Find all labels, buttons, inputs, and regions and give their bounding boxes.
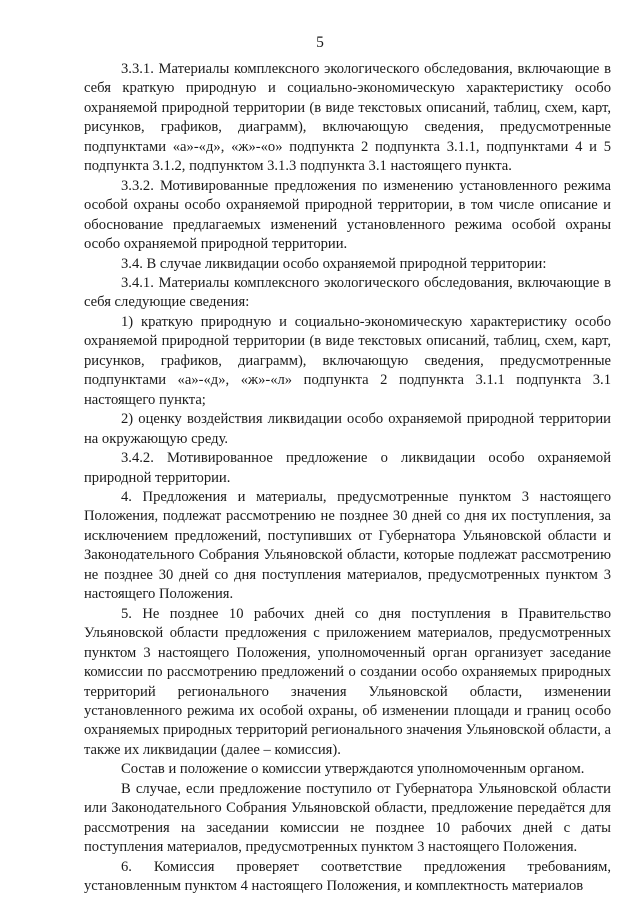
paragraph-3-4: 3.4. В случае ликвидации особо охраняемой природной территории: xyxy=(121,255,547,272)
paragraph-3-3-1: 3.3.1. Материалы комплексного экологического обследования, включающие в себя краткую природную и социально-экономическую характеристику особо охраняемой природной территории (в виде текстовых описаний, таблиц, схем, карт, рисунков, графиков, диаграмм), включающую сведения, предусмотренные подпунктами «а»-«д», «ж»-«о» подпункта 2 подпункта 3.1.1, подпунктами 4 и 5 подпункта 3.1.2, подпунктом 3.1.3 подпункта 3.1 настоящего пункта. xyxy=(84,61,611,175)
paragraph-item-1: 1) краткую природную и социально-экономическую характеристику особо охраняемой природной территории (в виде текстовых описаний, таблиц, схем, карт, рисунков, графиков, диаграмм), включающую сведения, предусмотренные подпунктами «а»-«д», «ж»-«л» подпункта 2 подпункта 3.1.1 подпункта 3.1 настоящего пункта; xyxy=(84,313,611,408)
paragraph-3-3-2: 3.3.2. Мотивированные предложения по изменению установленного режима особой охраны особо охраняемой природной территории, в том числе описание и обоснование предлагаемых изменений установленного режима особой охраны особо охраняемой природной территории. xyxy=(84,177,611,253)
paragraph-6: 6. Комиссия проверяет соответствие предложения требованиям, установленным пунктом 4 настоящего Положения, и комплектность материалов xyxy=(84,858,611,895)
paragraph-commission-composition: Состав и положение о комиссии утверждаются уполномоченным органом. xyxy=(121,761,585,778)
paragraph-5: 5. Не позднее 10 рабочих дней со дня поступления в Правительство Ульяновской области предложения с приложением материалов, предусмотренных пунктом 3 настоящего Положения, уполномоченный орган организует заседание комиссии по рассмотрению предложений о создании особо охраняемых природных территорий регионального значения Ульяновской области, изменении установленного режима их особой охраны, об изменении площади и границ особо охраняемых природных территорий регионального значения Ульяновской области, а также их ликвидации (далее – комиссия). xyxy=(84,605,611,758)
document-body xyxy=(84,60,611,896)
paragraph-item-2: 2) оценку воздействия ликвидации особо охраняемой природной территории на окружающую среду. xyxy=(84,411,611,447)
paragraph-3-4-2: 3.4.2. Мотивированное предложение о ликвидации особо охраняемой природной территории. xyxy=(84,450,611,486)
paragraph-3-4-1: 3.4.1. Материалы комплексного экологического обследования, включающие в себя следующие сведения: xyxy=(84,274,611,311)
page-number: 5 xyxy=(316,34,324,51)
paragraph-governor-proposal: В случае, если предложение поступило от Губернатора Ульяновской области или Законодательного Собрания Ульяновской области, предложение передаётся для рассмотрения на заседании комиссии не позднее 10 рабочих дней с даты поступления материалов, предусмотренных пунктом 3 настоящего Положения. xyxy=(84,780,611,856)
paragraph-4: 4. Предложения и материалы, предусмотренные пунктом 3 настоящего Положения, подлежат рассмотрению не позднее 30 дней со дня их поступления, за исключением предложений, поступивших от Губернатора Ульяновской области и Законодательного Собрания Ульяновской области, которые подлежат рассмотрению не позднее 30 дней со дня поступления материалов, предусмотренных пунктом 3 настоящего Положения. xyxy=(84,488,611,603)
